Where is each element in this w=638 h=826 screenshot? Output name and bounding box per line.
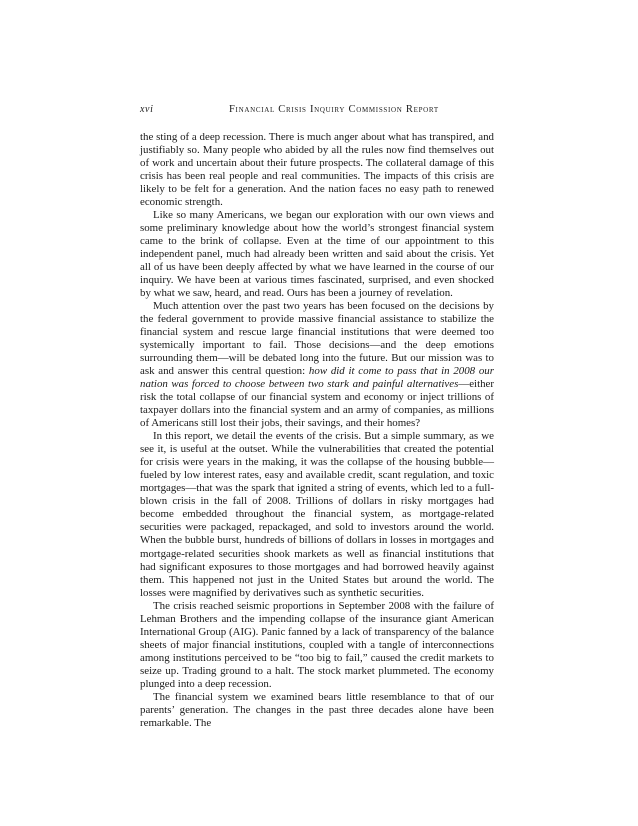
paragraph-central-question [140, 300, 494, 430]
running-header [140, 104, 494, 118]
page-number: xvi [140, 104, 154, 115]
paragraph-financial-system: The financial system we examined bears little resemblance to that of our parents’ generation. The changes in the past three decades alone have been remarkable. The [140, 690, 494, 729]
paragraph-text: —either risk the total collapse of our financial system and economy or inject trillions of taxpayer dollars into the financial system and an army of companies, as millions of Americans still lost their jobs, their savings, and their homes? [140, 378, 494, 430]
paragraph-text: Much attention over the past two years has been focused on the decisions by the federal government to provide massive financial assistance to stabilize the financial system and rescue large financial institutions that were deemed too systemically important to fail. Those decisions—and the deep emotions surrounding them—will be debated long into the future. But our mission was to ask and answer this central question: [140, 300, 494, 378]
document-page [140, 0, 494, 826]
central-question-italic: how did it come to pass that in 2008 our nation was forced to choose between two stark and painful alternatives [140, 365, 494, 391]
body-text [140, 131, 494, 730]
paragraph-exploration: Like so many Americans, we began our exploration with our own views and some preliminary knowledge about how the world’s strongest financial system came to the brink of collapse. Even at the time of our appointment to this independent panel, much had already been written and said about the crisis. Yet all of us have been deeply affected by what we have learned in the course of our inquiry. We have been at various times fascinated, surprised, and even shocked by what we saw, heard, and read. Ours has been a journey of revelation. [140, 209, 494, 300]
paragraph-continuation: the sting of a deep recession. There is much anger about what has transpired, and justifiably so. Many people who abided by all the rules now find themselves out of work and uncertain about their future prospects. The collateral damage of this crisis has been real people and real communities. The impacts of this crisis are likely to be felt for a generation. And the nation faces no easy path to renewed economic strength. [140, 131, 494, 209]
paragraph-summary: In this report, we detail the events of the crisis. But a simple summary, as we see it, is useful at the outset. While the vulnerabilities that created the potential for crisis were years in the making, it was the collapse of the housing bubble—fueled by low interest rates, easy and available credit, scant regulation, and toxic mortgages—that was the spark that ignited a string of events, which led to a full-blown crisis in the fall of 2008. Trillions of dollars in risky mortgages had become embedded throughout the financial system, as mortgage-related securities were packaged, repackaged, and sold to investors around the world. When the bubble burst, hundreds of billions of dollars in losses in mortgages and mortgage-related securities shook markets as well as financial institutions that had significant exposures to those mortgages and had borrowed heavily against them. This happened not just in the United States but around the world. The losses were magnified by derivatives such as synthetic securities. [140, 430, 494, 599]
running-title: Financial Crisis Inquiry Commission Report [229, 104, 439, 115]
paragraph-seismic: The crisis reached seismic proportions in September 2008 with the failure of Lehman Brothers and the impending collapse of the insurance giant American International Group (AIG). Panic fanned by a lack of transparency of the balance sheets of major financial institutions, coupled with a tangle of interconnections among institutions perceived to be “too big to fail,” caused the credit markets to seize up. Trading ground to a halt. The stock market plummeted. The economy plunged into a deep recession. [140, 599, 494, 690]
